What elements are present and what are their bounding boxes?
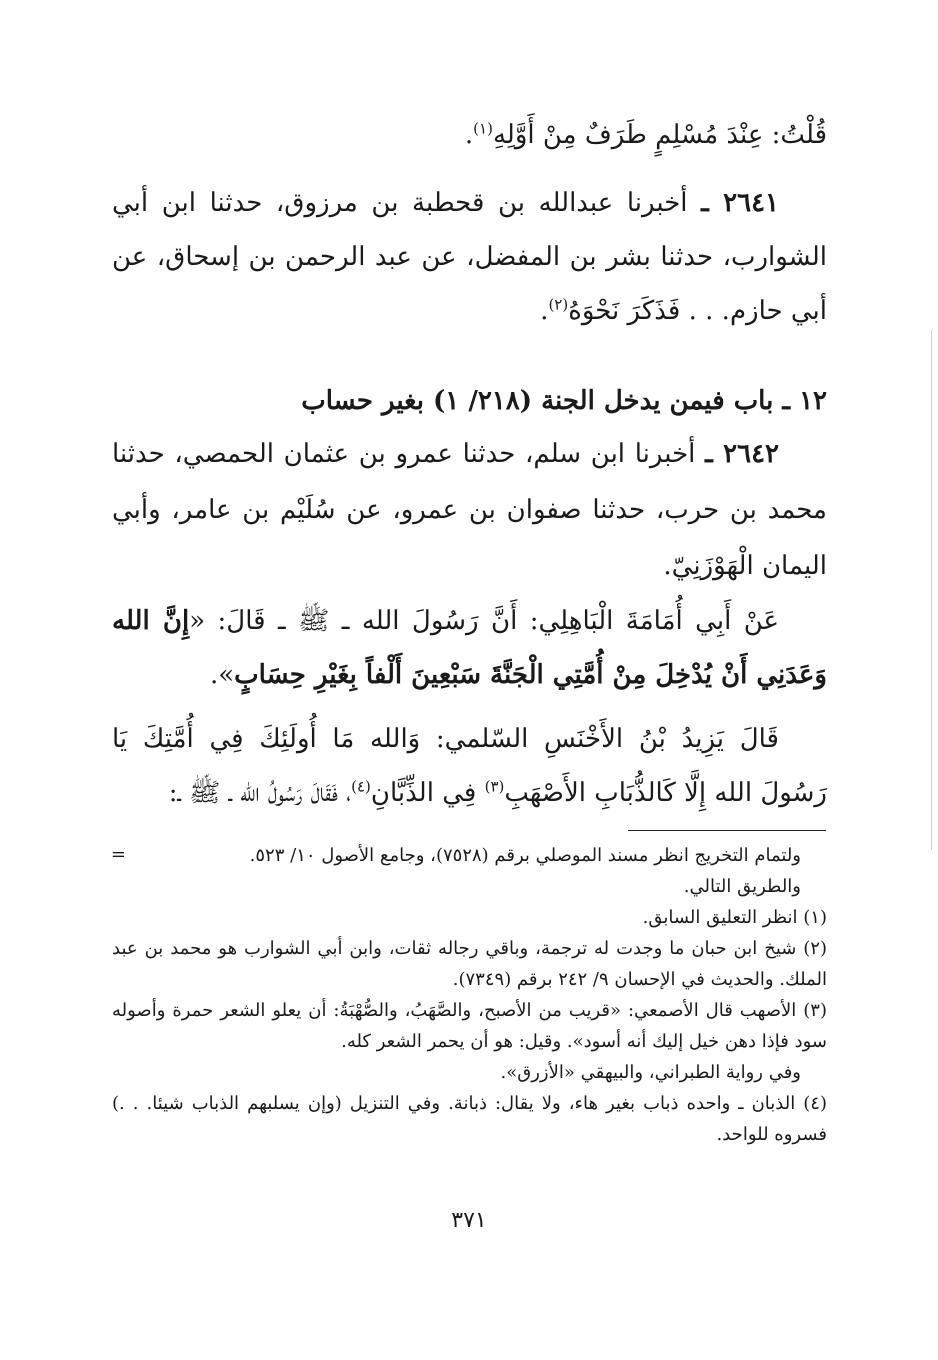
hadith-number-2641: ٢٦٤١ ـ: [701, 188, 780, 218]
matn-1-quote: إِنَّ الله وَعَدَنِي أَنْ يُدْخِلَ مِنْ أُمَّتِي الْجَنَّةَ سَبْعِينَ أَلْفاً بِغَيْرِ حِسَابٍ: [112, 606, 827, 690]
matn-2: [112, 712, 827, 820]
footnote-1: (١) انظر التعليق السابق.: [642, 907, 827, 928]
chapter-heading: ١٢ ـ باب فيمن يدخل الجنة (٢١٨/ ١) بغير حساب: [301, 386, 827, 416]
footnote-2: (٢) شيخ ابن حبان ما وجدت له ترجمة، وباقي رجاله ثقات، وابن أبي الشوارب هو محمد بن عبد الملك. والحديث في الإحسان ٩/ ٢٤٢ برقم (٧٣٤٩).: [112, 938, 827, 990]
footnote-4: (٤) الذبان ـ واحده ذباب بغير هاء، ولا يقال: ذبانة. وفي التنزيل (وإن يسلبهم الذباب شيئا. . .) فسروه للواحد.: [112, 1093, 827, 1145]
matn-2-part3: ، فَقَالَ رَسُولُ الله ـ ﷺ ـ:: [168, 778, 352, 808]
continuation-mark: =: [110, 844, 126, 865]
page-number: ٣٧١: [451, 1208, 487, 1233]
footnote-ref-1: (١): [473, 119, 493, 138]
footnote-ref-3: (٣): [484, 777, 505, 796]
matn-2-part2: فِي الذِّبَّانِ: [370, 778, 485, 808]
hadith-2642-text: أخبرنا ابن سلم، حدثنا عمرو بن عثمان الحمصي، حدثنا محمد بن حرب، حدثنا صفوان بن عمرو، عن سُلَيْم بن عامر، وأبي اليمان الْهَوْزَنِيّ.: [112, 439, 827, 581]
matn-1-intro: عَنْ أَبِي أُمَامَةَ الْبَاهِلِي: أَنَّ رَسُولَ الله ـ ﷺ ـ قَالَ: «: [189, 606, 780, 636]
scan-edge-line: [931, 330, 932, 850]
hadith-2642: [112, 426, 827, 594]
footnotes: [112, 840, 827, 1150]
footnote-ref-2: (٢): [548, 295, 569, 314]
matn-1-end: ».: [210, 660, 235, 690]
hadith-2641-text: أخبرنا عبدالله بن قحطبة بن مرزوق، حدثنا ابن أبي الشوارب، حدثنا بشر بن المفضل، عن عبد الرحمن بن إسحاق، عن أبي حازم. . . فَذَكَرَ نَحْوَهُ: [112, 188, 827, 326]
qultu-end: .: [464, 120, 474, 150]
qultu-text: قُلْتُ: عِنْدَ مُسْلِمٍ طَرَفٌ مِنْ أَوَّلِهِ: [492, 120, 827, 150]
footnote-ref-4: (٤): [351, 777, 371, 796]
qultu-line: [112, 108, 827, 162]
hadith-number-2642: ٢٦٤٢ ـ: [705, 439, 780, 469]
footnote-3-cont: وفي رواية الطبراني، والبيهقي «الأزرق».: [500, 1062, 801, 1083]
footnote-continued: ولتمام التخريج انظر مسند الموصلي برقم (٧٥٢٨)، وجامع الأصول ١٠/ ٥٢٣.: [249, 845, 801, 866]
matn-1: [112, 594, 827, 702]
footnote-separator: [628, 830, 826, 831]
matn-2-part1: قَالَ يَزِيدُ بْنُ الأَخْنَسِ السّلمي: وَالله مَا أُولَئِكَ فِي أُمَّتِكَ يَا رَسُولَ الله إِلَّا كَالذُّبَابِ الأَصْهَبِ: [112, 724, 827, 808]
footnote-3: (٣) الأصهب قال الأصمعي: «قريب من الأصبح، والصَّهَبُ، والصُّهْبَةُ: أن يعلو الشعر حمرة وأصوله سود فإذا دهن خيل إليك أنه أسود». وقيل: هو أن يحمر الشعر كله.: [112, 1000, 827, 1052]
hadith-2641-end: .: [540, 296, 549, 326]
hadith-2641: [112, 176, 827, 338]
footnote-continued-2: والطريق التالي.: [683, 876, 801, 897]
